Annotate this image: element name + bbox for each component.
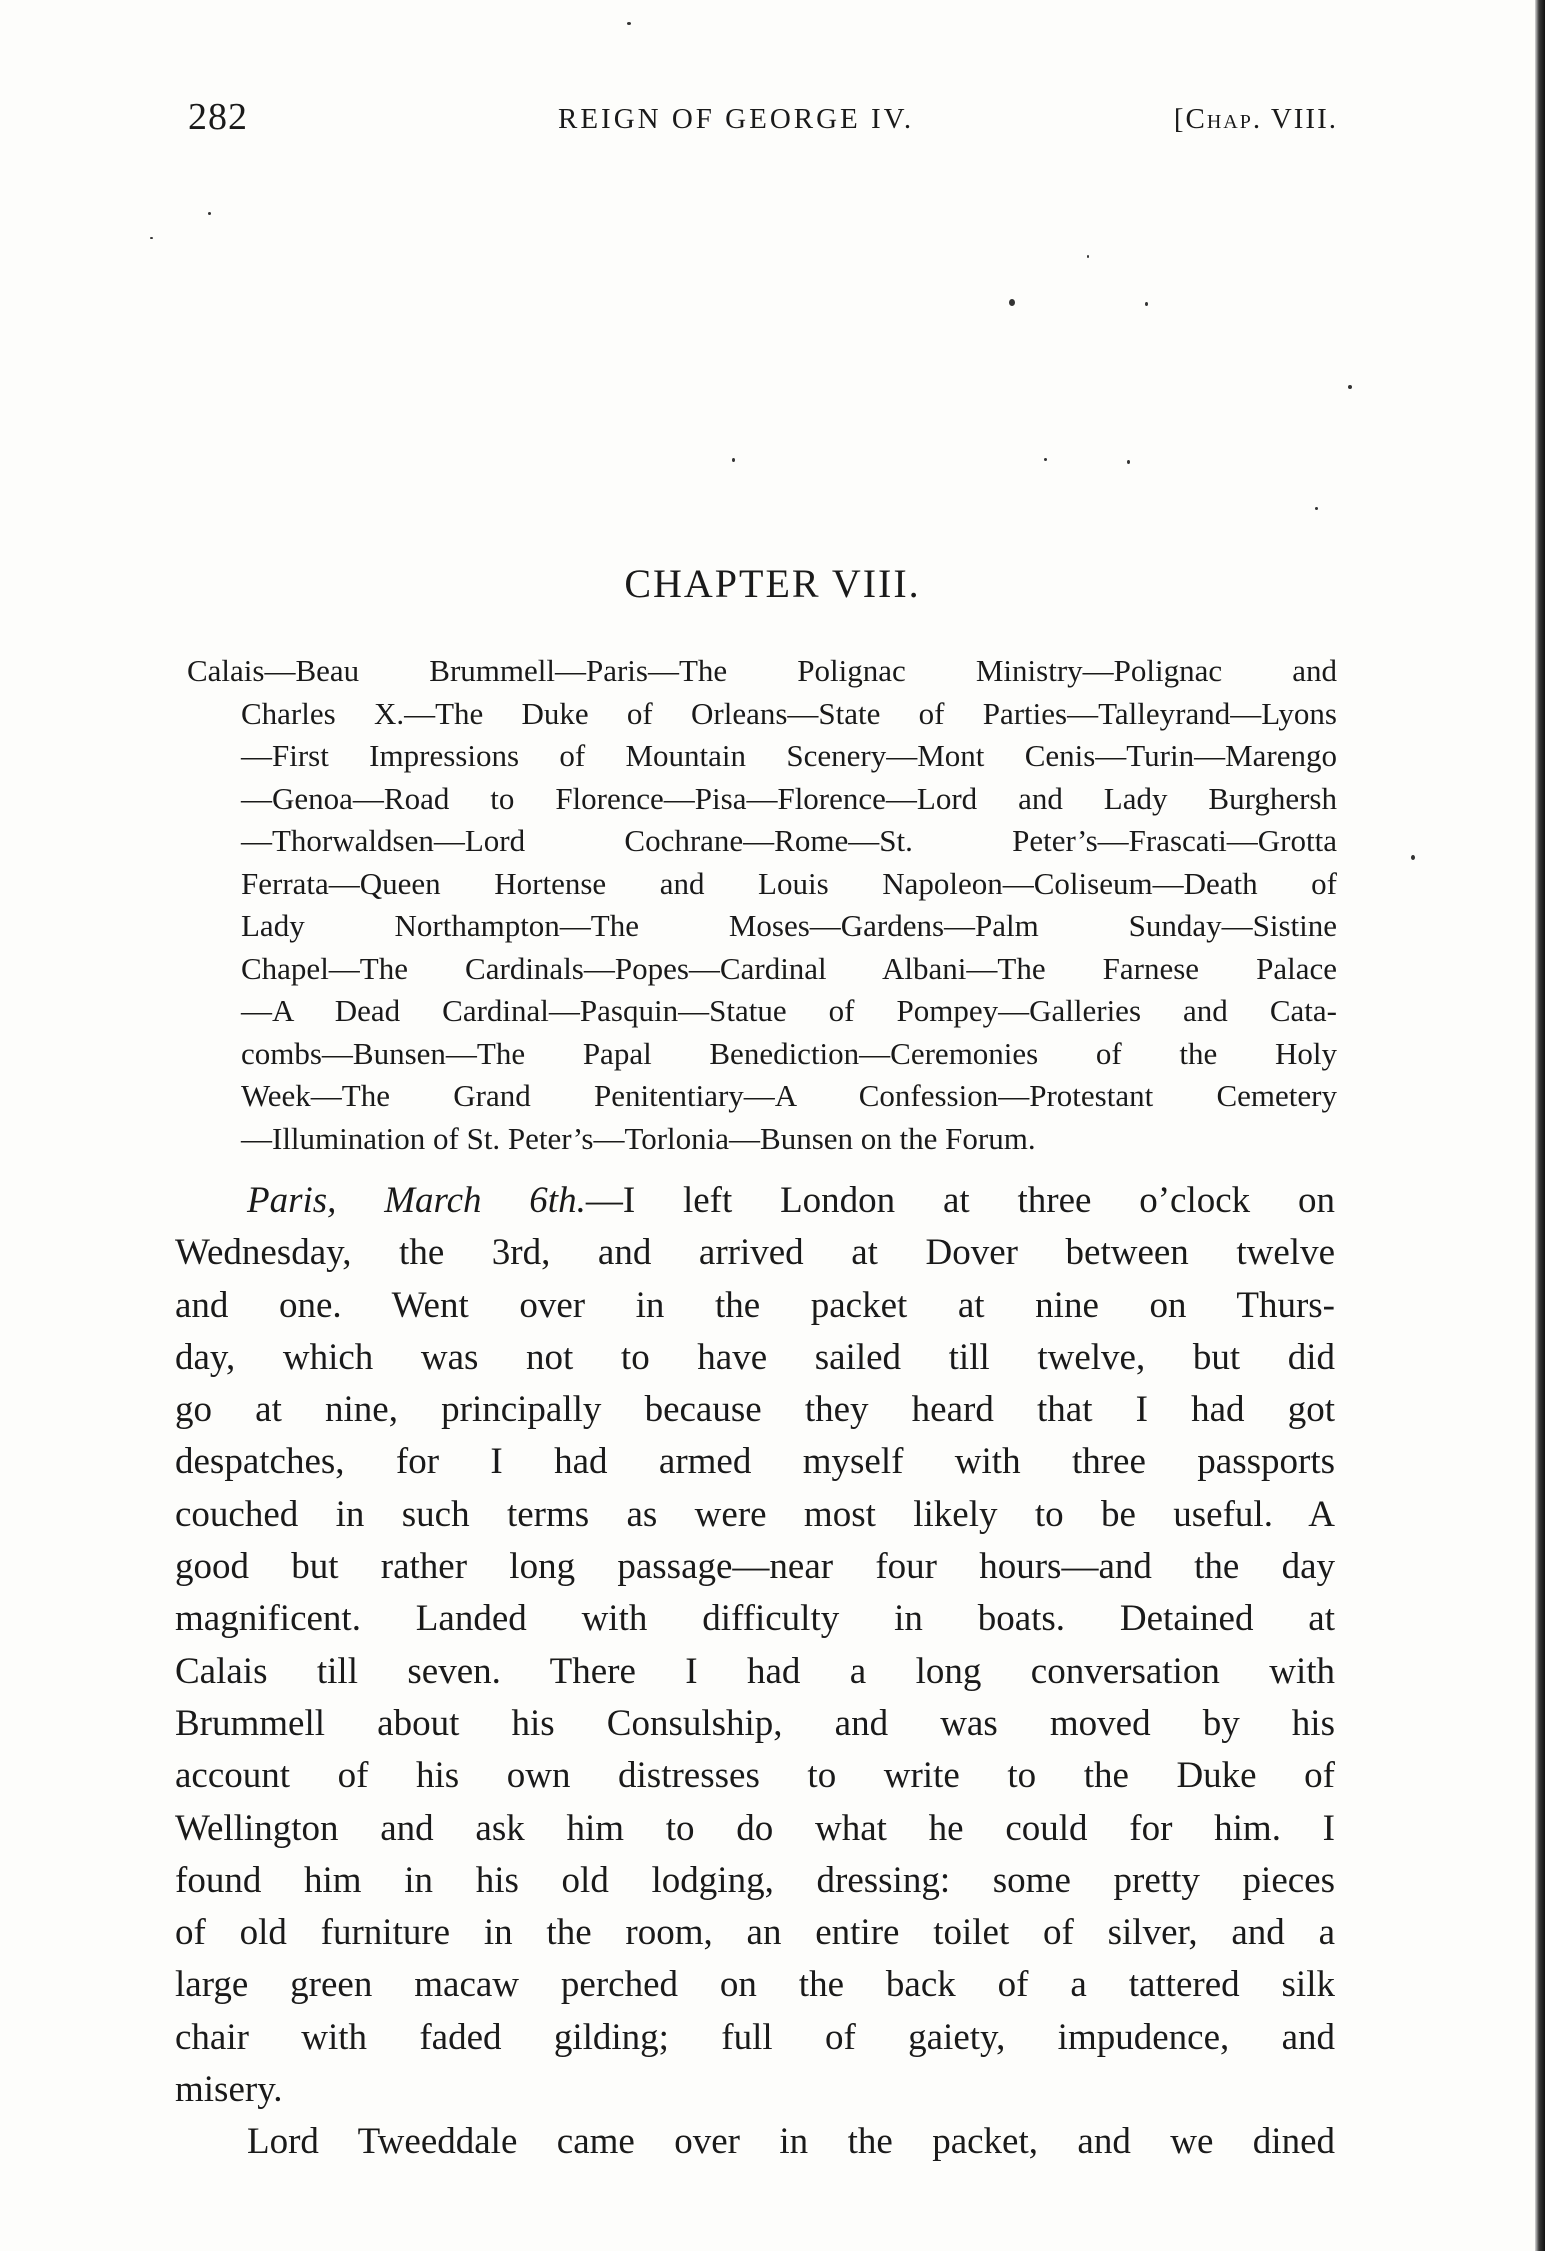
entry-line: Brummell about his Consulship, and was moved by his — [175, 1702, 1335, 1744]
chapter-synopsis — [187, 650, 1337, 1160]
page-number: 282 — [188, 96, 248, 138]
running-head-title: REIGN OF GEORGE IV. — [558, 103, 915, 135]
diary-entry — [175, 1175, 1335, 2169]
synopsis-line: Charles X.—The Duke of Orleans—State of Parties—Talleyrand—Lyons — [241, 695, 1337, 731]
synopsis-line: —Genoa—Road to Florence—Pisa—Florence—Lord and Lady Burghersh — [241, 780, 1337, 816]
entry-line: despatches, for I had armed myself with three passports — [175, 1441, 1335, 1483]
entry-dateline: Paris, March 6th. — [247, 1180, 586, 1221]
entry-line: Wellington and ask him to do what he could for him. I — [175, 1807, 1335, 1849]
entry-line: Calais till seven. There I had a long conversation with — [175, 1650, 1335, 1692]
entry-line: go at nine, principally because they heard that I had got — [175, 1389, 1335, 1431]
entry-line: chair with faded gilding; full of gaiety, impudence, and — [175, 2016, 1335, 2058]
running-head — [188, 95, 1338, 145]
running-head-chapter: [Chap. VIII. — [1173, 103, 1338, 135]
entry-line: magnificent. Landed with difficulty in boats. Detained at — [175, 1598, 1335, 1640]
entry-first-line-text: —I left London at three o’clock on — [585, 1180, 1335, 1221]
entry-first-line — [175, 1175, 1335, 1227]
entry-line: found him in his old lodging, dressing: some pretty pieces — [175, 1859, 1335, 1901]
synopsis-line: Week—The Grand Penitentiary—A Confession—Protestant Cemetery — [241, 1078, 1337, 1113]
synopsis-line: Ferrata—Queen Hortense and Louis Napoleon—Coliseum—Death of — [241, 865, 1337, 901]
synopsis-line: Lady Northampton—The Moses—Gardens—Palm Sunday—Sistine — [241, 908, 1337, 943]
entry-line: of old furniture in the room, an entire toilet of silver, and a — [175, 1912, 1335, 1954]
synopsis-line: Calais—Beau Brummell—Paris—The Polignac Ministry—Polignac and — [187, 653, 1337, 688]
synopsis-line: —Thorwaldsen—Lord Cochrane—Rome—St. Peter’s—Frascati—Grotta — [241, 823, 1337, 858]
entry-line: account of his own distresses to write to the Duke of — [175, 1755, 1335, 1797]
chapter-title: CHAPTER VIII. — [624, 561, 921, 606]
next-paragraph-line: Lord Tweeddale came over in the packet, and we dined — [247, 2121, 1335, 2163]
synopsis-line: combs—Bunsen—The Papal Benediction—Ceremonies of the Holy — [241, 1035, 1337, 1071]
entry-line: Wednesday, the 3rd, and arrived at Dover between twelve — [175, 1232, 1335, 1274]
synopsis-line: —First Impressions of Mountain Scenery—Mont Cenis—Turin—Marengo — [241, 738, 1337, 773]
entry-line: misery. — [175, 2069, 283, 2111]
synopsis-line: —A Dead Cardinal—Pasquin—Statue of Pompey—Galleries and Cata- — [241, 993, 1337, 1028]
synopsis-line: Chapel—The Cardinals—Popes—Cardinal Albani—The Farnese Palace — [241, 950, 1337, 986]
page-binding-edge — [1535, 0, 1545, 2251]
entry-line: good but rather long passage—near four hours—and the day — [175, 1546, 1335, 1588]
entry-line: large green macaw perched on the back of a tattered silk — [175, 1964, 1335, 2006]
entry-line: and one. Went over in the packet at nine on Thurs- — [175, 1284, 1335, 1326]
synopsis-line: —Illumination of St. Peter’s—Torlonia—Bunsen on the Forum. — [241, 1120, 1036, 1156]
entry-line: day, which was not to have sailed till twelve, but did — [175, 1336, 1335, 1378]
entry-line: couched in such terms as were most likely to be useful. A — [175, 1493, 1335, 1535]
